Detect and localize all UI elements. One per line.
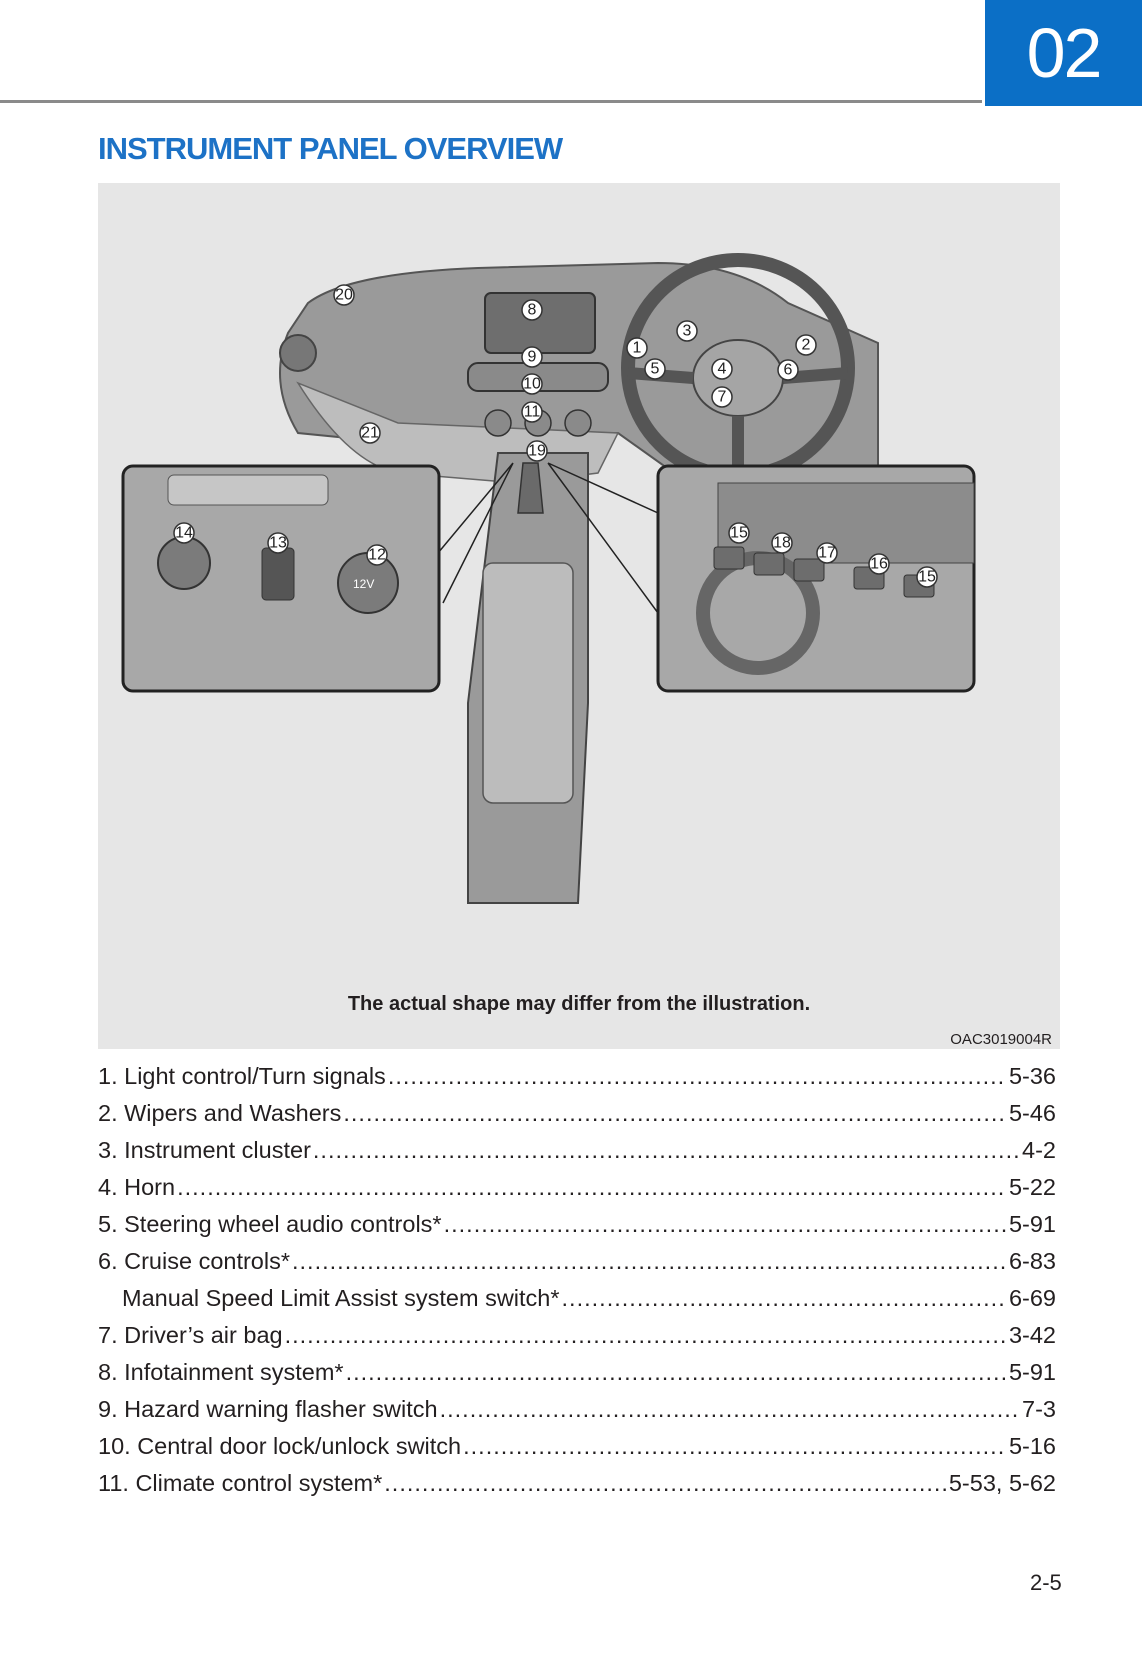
list-item-page: 3-42 [1008, 1322, 1056, 1348]
list-item-label: 6. Cruise controls* [98, 1248, 290, 1274]
list-item-label: 4. Horn [98, 1174, 176, 1200]
dot-leader [463, 1428, 1007, 1465]
callout-10 [522, 374, 542, 394]
figure-code: OAC3019004R [950, 1031, 1052, 1048]
svg-text:15: 15 [918, 568, 936, 586]
svg-text:5: 5 [650, 360, 660, 378]
dashboard-illustration [98, 183, 1060, 1049]
list-item [98, 1280, 1056, 1317]
svg-text:1: 1 [632, 339, 642, 357]
svg-text:16: 16 [870, 555, 888, 573]
figure-caption: The actual shape may differ from the illustration. [347, 993, 811, 1015]
list-item [98, 1169, 1056, 1206]
page-title: INSTRUMENT PANEL OVERVIEW [98, 131, 563, 166]
callout-13 [268, 533, 288, 553]
list-item [98, 1058, 1056, 1095]
left-inset [123, 466, 439, 691]
dot-leader [292, 1243, 1007, 1280]
list-item-page: 5-36 [1008, 1063, 1056, 1089]
dot-leader [444, 1206, 1007, 1243]
list-item [98, 1132, 1056, 1169]
list-item-label: 7. Driver’s air bag [98, 1322, 283, 1348]
gear-lever-shape [518, 463, 543, 513]
list-item [98, 1243, 1056, 1280]
list-item-page: 5-53, 5-62 [948, 1470, 1056, 1496]
infotainment-screen-shape [485, 293, 595, 353]
list-item-label: 3. Instrument cluster [98, 1137, 311, 1163]
svg-text:20: 20 [335, 286, 353, 304]
svg-text:8: 8 [527, 301, 537, 319]
svg-text:18: 18 [773, 534, 791, 552]
callout-5 [645, 359, 665, 379]
callout-7 [712, 387, 732, 407]
chapter-tab: 02 [985, 0, 1142, 106]
dot-leader [285, 1317, 1007, 1354]
list-item [98, 1354, 1056, 1391]
svg-text:6: 6 [783, 361, 793, 379]
callout-15a [729, 523, 749, 543]
svg-text:9: 9 [527, 348, 537, 366]
callout-6 [778, 360, 798, 380]
callout-19 [527, 441, 547, 461]
header-rule [0, 100, 982, 103]
callout-18 [772, 533, 792, 553]
dot-leader [562, 1280, 1007, 1317]
page-number: 2-5 [1030, 1570, 1062, 1595]
svg-text:21: 21 [361, 424, 379, 442]
callout-12 [367, 545, 387, 565]
list-item-page: 6-83 [1008, 1248, 1056, 1274]
svg-text:4: 4 [717, 360, 727, 378]
dot-leader [440, 1391, 1020, 1428]
dot-leader [388, 1058, 1007, 1095]
svg-text:7: 7 [717, 388, 727, 406]
list-item [98, 1206, 1056, 1243]
dot-leader [177, 1169, 1007, 1206]
callout-9 [522, 347, 542, 367]
steering-hub-shape [693, 340, 783, 416]
list-item-page: 5-16 [1008, 1433, 1056, 1459]
callout-1 [627, 338, 647, 358]
dot-leader [384, 1465, 947, 1502]
callout-20 [334, 285, 354, 305]
svg-text:13: 13 [269, 534, 287, 552]
callout-14 [174, 523, 194, 543]
list-item [98, 1095, 1056, 1132]
list-item-label: 11. Climate control system* [98, 1470, 383, 1496]
list-item-label: 1. Light control/Turn signals [98, 1063, 386, 1089]
svg-text:15: 15 [730, 524, 748, 542]
callout-11 [522, 402, 542, 422]
list-item-page: 4-2 [1022, 1137, 1056, 1163]
dot-leader [313, 1132, 1020, 1169]
component-list [98, 1058, 1056, 1502]
list-item-page: 5-91 [1008, 1359, 1056, 1385]
list-item-page: 5-91 [1008, 1211, 1056, 1237]
usb-port-shape [158, 537, 210, 589]
svg-text:10: 10 [523, 375, 541, 393]
callout-21 [360, 423, 380, 443]
side-vent-shape [280, 335, 316, 371]
callout-2 [796, 335, 816, 355]
list-item [98, 1428, 1056, 1465]
list-item-label: 9. Hazard warning flasher switch [98, 1396, 438, 1422]
svg-text:3: 3 [682, 322, 692, 340]
callout-3 [677, 321, 697, 341]
svg-text:12: 12 [368, 546, 386, 564]
instrument-panel-figure [98, 183, 1060, 1049]
list-item [98, 1465, 1056, 1502]
svg-text:14: 14 [175, 524, 193, 542]
callout-4 [712, 359, 732, 379]
list-item-page: 6-69 [1008, 1285, 1056, 1311]
svg-text:11: 11 [523, 403, 541, 421]
console-tray-shape [483, 563, 573, 803]
list-item-label: Manual Speed Limit Assist system switch* [122, 1285, 560, 1311]
svg-text:17: 17 [818, 544, 836, 562]
list-item [98, 1317, 1056, 1354]
dot-leader [346, 1354, 1007, 1391]
callout-17 [817, 543, 837, 563]
callout-16 [869, 554, 889, 574]
dot-leader [343, 1095, 1007, 1132]
list-item-page: 7-3 [1022, 1396, 1056, 1422]
list-item-page: 5-46 [1008, 1100, 1056, 1126]
list-item-label: 2. Wipers and Washers [98, 1100, 342, 1126]
climate-knob-right-shape [565, 410, 591, 436]
list-item [98, 1391, 1056, 1428]
list-item-label: 10. Central door lock/unlock switch [98, 1433, 462, 1459]
aux-jack-shape [262, 548, 294, 600]
climate-knob-left-shape [485, 410, 511, 436]
svg-text:19: 19 [528, 442, 546, 460]
list-item-page: 5-22 [1008, 1174, 1056, 1200]
list-item-label: 5. Steering wheel audio controls* [98, 1211, 442, 1237]
callout-8 [522, 300, 542, 320]
callout-15b [917, 567, 937, 587]
svg-text:2: 2 [801, 336, 811, 354]
list-item-label: 8. Infotainment system* [98, 1359, 344, 1385]
power-outlet-label: 12V [353, 577, 375, 591]
